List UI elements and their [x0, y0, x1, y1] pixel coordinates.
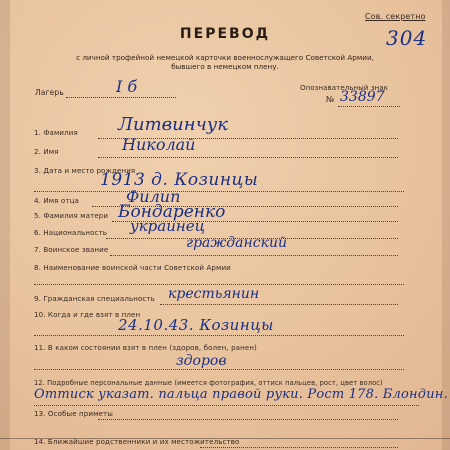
field-2-line	[98, 156, 398, 158]
identification-number-prefix: №	[326, 95, 335, 104]
field-4-label: 4. Имя отца	[34, 196, 79, 205]
camp-label: Лагерь	[35, 88, 64, 97]
field-1-value: Литвинчук	[118, 114, 228, 135]
field-1-label: 1. Фамилия	[34, 128, 78, 137]
field-14-label: 14. Ближайшие родственники и их местожительство	[34, 437, 240, 446]
field-3-label: 3. Дата и место рождения	[34, 166, 136, 175]
field-7-line	[110, 254, 398, 256]
field-7-value: гражданский	[186, 235, 287, 251]
field-12-line	[34, 404, 419, 406]
field-12-label: 12. Подробные персональные данные (имеется фотография, оттиск пальцев, рост, цвет волос)	[34, 379, 383, 387]
field-13-line	[98, 418, 398, 420]
field-10-line	[34, 334, 404, 336]
field-5-label: 5. Фамилия матери	[34, 211, 109, 220]
identification-line	[338, 105, 400, 107]
identification-label: Опознавательный знак	[300, 84, 389, 92]
field-10-label: 10. Когда и где взят в плен	[34, 310, 141, 319]
subtitle-line-1: с личной трофейной немецкой карточки военнослужащего Советской Армии,	[76, 53, 374, 62]
field-6-label: 6. Национальность	[34, 228, 108, 237]
field-13-label: 13. Особые приметы	[34, 409, 113, 418]
field-5-value: Бондаренко	[118, 202, 226, 222]
field-2-value: Николай	[122, 135, 196, 154]
field-9-line	[160, 303, 398, 305]
field-4-value: Филип	[126, 187, 181, 206]
field-8-line	[34, 283, 404, 285]
field-14-line	[200, 446, 398, 448]
page-title: ПЕРЕВОД	[179, 26, 271, 42]
field-7-label: 7. Воинское звание	[34, 245, 109, 254]
field-12-value: Оттиск указат. пальца правой руки. Рост 178. Блондин.	[34, 387, 448, 402]
camp-line	[66, 96, 176, 98]
subtitle-line-2: бывшего в немецком плену.	[171, 62, 279, 71]
camp-value: I б	[116, 77, 138, 96]
field-8-label: 8. Наименование воинской части Советской Армии	[34, 263, 231, 272]
field-3-line	[34, 190, 404, 192]
field-10-value: 24.10.43. Козинцы	[118, 316, 274, 334]
identification-value: 33897	[340, 89, 385, 105]
field-3-value: 1913 д. Козинцы	[100, 170, 259, 190]
field-2-label: 2. Имя	[34, 147, 59, 156]
field-11-value: здоров	[176, 353, 227, 369]
field-9-value: крестьянин	[168, 286, 260, 302]
field-6-value: украинец	[130, 217, 206, 235]
page-subtitle	[0, 53, 450, 71]
field-11-label: 11. В каком состоянии взят в плен (здоров, болен, ранен)	[34, 343, 257, 352]
document-number: 304	[386, 26, 428, 50]
secrecy-label: Сов. секретно	[365, 12, 426, 21]
field-9-label: 9. Гражданская специальность	[34, 294, 155, 303]
